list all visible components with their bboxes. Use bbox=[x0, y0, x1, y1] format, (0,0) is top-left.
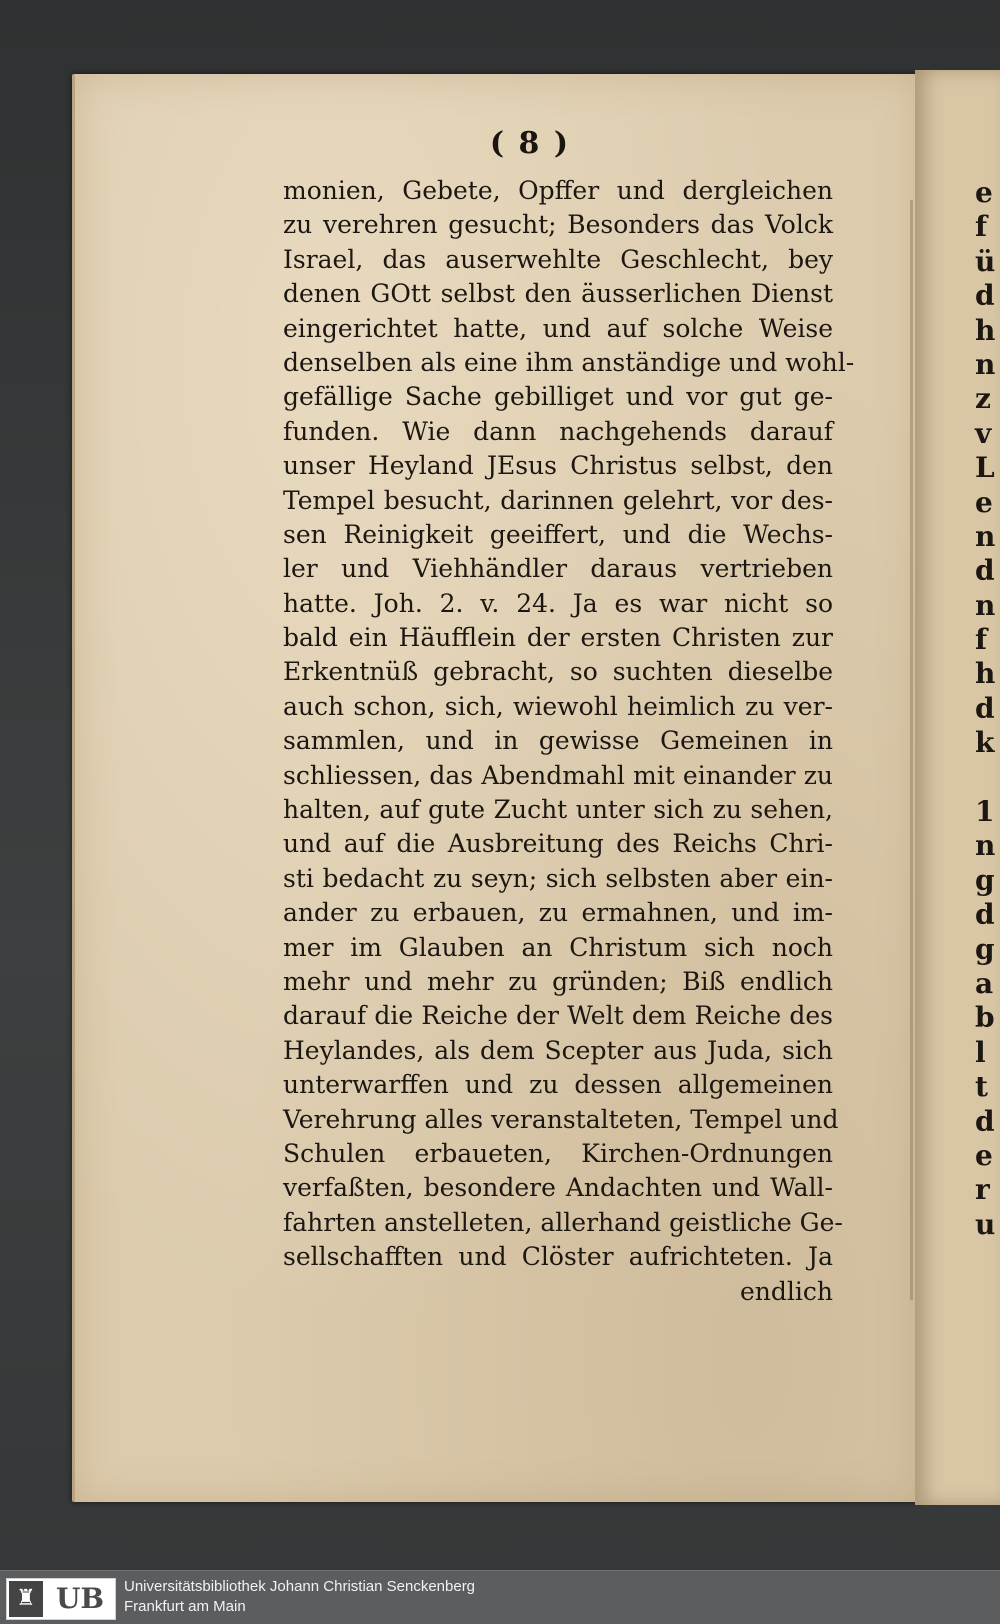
facing-page-letter: d bbox=[975, 898, 995, 932]
text-line: eingerichtet hatte, und auf solche Weise bbox=[283, 313, 833, 343]
text-line: auch schon, sich, wiewohl heimlich zu ver- bbox=[283, 691, 833, 721]
text-line: sen Reinigkeit geeiffert, und die Wechs- bbox=[283, 519, 833, 549]
facing-page-letter: g bbox=[975, 863, 995, 897]
text-line: fahrten anstelleten, allerhand geistliche Ge- bbox=[283, 1207, 843, 1237]
text-line: zu verehren gesucht; Besonders das Volck bbox=[283, 210, 833, 240]
library-logo[interactable] bbox=[6, 1578, 116, 1620]
text-line: hatte. Joh. 2. v. 24. Ja es war nicht so bbox=[283, 588, 833, 618]
facing-page-letter: g bbox=[975, 932, 995, 966]
text-line: Verehrung alles veranstalteten, Tempel und bbox=[283, 1104, 839, 1134]
catchword: endlich bbox=[740, 1276, 833, 1306]
page-text bbox=[283, 174, 855, 1309]
facing-page-text bbox=[975, 176, 1000, 1242]
text-line: halten, auf gute Zucht unter sich zu sehen, bbox=[283, 795, 833, 825]
text-line: sellschafften und Clöster aufrichteten. Ja bbox=[283, 1242, 833, 1272]
facing-page-letter: n bbox=[975, 519, 996, 553]
facing-page-letter: z bbox=[975, 382, 991, 416]
text-line: darauf die Reiche der Welt dem Reiche des bbox=[283, 1001, 833, 1031]
facing-page-letter: d bbox=[975, 691, 995, 725]
facing-page-letter: e bbox=[975, 485, 993, 519]
facing-page-letter: f bbox=[975, 623, 988, 657]
text-line: ler und Viehhändler daraus vertrieben bbox=[283, 554, 833, 584]
text-line: sti bedacht zu seyn; sich selbsten aber ein- bbox=[283, 863, 833, 893]
footer-bar bbox=[0, 1570, 1000, 1624]
facing-page-letter: h bbox=[975, 313, 996, 347]
footer-institution: Universitätsbibliothek Johann Christian Senckenberg bbox=[124, 1578, 476, 1595]
page-header: ( 8 ) bbox=[489, 126, 571, 161]
page-fold-shadow bbox=[910, 200, 913, 1300]
text-line: sammlen, und in gewisse Gemeinen in bbox=[283, 726, 833, 756]
text-line: funden. Wie dann nachgehends darauf bbox=[283, 416, 833, 446]
text-line: monien, Gebete, Opffer und dergleichen bbox=[283, 176, 833, 205]
text-line: und auf die Ausbreitung des Reichs Chri- bbox=[283, 829, 833, 859]
text-line: Tempel besucht, darinnen gelehrt, vor des- bbox=[283, 485, 833, 515]
facing-page-letter: a bbox=[975, 966, 994, 1000]
facing-page-letter: n bbox=[975, 829, 996, 863]
facing-page-letter: ü bbox=[975, 244, 996, 278]
facing-page-letter: f bbox=[975, 210, 988, 244]
text-line: ander zu erbauen, zu ermahnen, und im- bbox=[283, 898, 833, 928]
facing-page-letter: t bbox=[975, 1070, 988, 1104]
text-line: denselben als eine ihm anständige und wohl- bbox=[283, 347, 855, 377]
facing-page-letter: l bbox=[975, 1035, 986, 1069]
text-line: gefällige Sache gebilliget und vor gut ge- bbox=[283, 382, 833, 412]
text-line: schliessen, das Abendmahl mit einander zu bbox=[283, 760, 833, 790]
facing-page-letter: u bbox=[975, 1207, 996, 1241]
facing-page-letter: e bbox=[975, 176, 993, 209]
facing-page-letter: h bbox=[975, 657, 996, 691]
text-line: Schulen erbaueten, Kirchen-Ordnungen bbox=[283, 1138, 833, 1168]
text-line: bald ein Häufflein der ersten Christen zur bbox=[283, 623, 833, 653]
footer-location: Frankfurt am Main bbox=[124, 1598, 246, 1615]
library-emblem-icon: ♜ bbox=[9, 1581, 43, 1617]
facing-page-letter: d bbox=[975, 279, 995, 313]
text-line: unterwarffen und zu dessen allgemeinen bbox=[283, 1070, 833, 1100]
facing-page-letter: 1 bbox=[975, 795, 995, 829]
facing-page-letter: L bbox=[975, 451, 995, 485]
text-line: mer im Glauben an Christum sich noch bbox=[283, 932, 833, 962]
text-line: Heylandes, als dem Scepter aus Juda, sich bbox=[283, 1035, 833, 1065]
facing-page-letter: r bbox=[975, 1173, 990, 1207]
facing-page-letter: b bbox=[975, 1001, 995, 1035]
logo-text: UB bbox=[55, 1582, 105, 1615]
facing-page-letter bbox=[975, 761, 1000, 795]
facing-page-letter: n bbox=[975, 588, 996, 622]
text-line: denen GOtt selbst den äusserlichen Dienst bbox=[283, 279, 833, 309]
text-line: mehr und mehr zu gründen; Biß endlich bbox=[283, 966, 833, 996]
facing-page-letter: k bbox=[975, 726, 995, 760]
facing-page-letter: d bbox=[975, 554, 995, 588]
text-line: Erkentnüß gebracht, so suchten dieselbe bbox=[283, 657, 833, 687]
facing-page-letter: v bbox=[975, 416, 992, 450]
facing-page-letter: d bbox=[975, 1104, 995, 1138]
text-line: Israel, das auserwehlte Geschlecht, bey bbox=[283, 244, 833, 274]
facing-page-letter: e bbox=[975, 1138, 993, 1172]
text-line: unser Heyland JEsus Christus selbst, den bbox=[283, 451, 833, 481]
facing-page-letter: n bbox=[975, 347, 996, 381]
text-line: verfaßten, besondere Andachten und Wall- bbox=[283, 1173, 833, 1203]
